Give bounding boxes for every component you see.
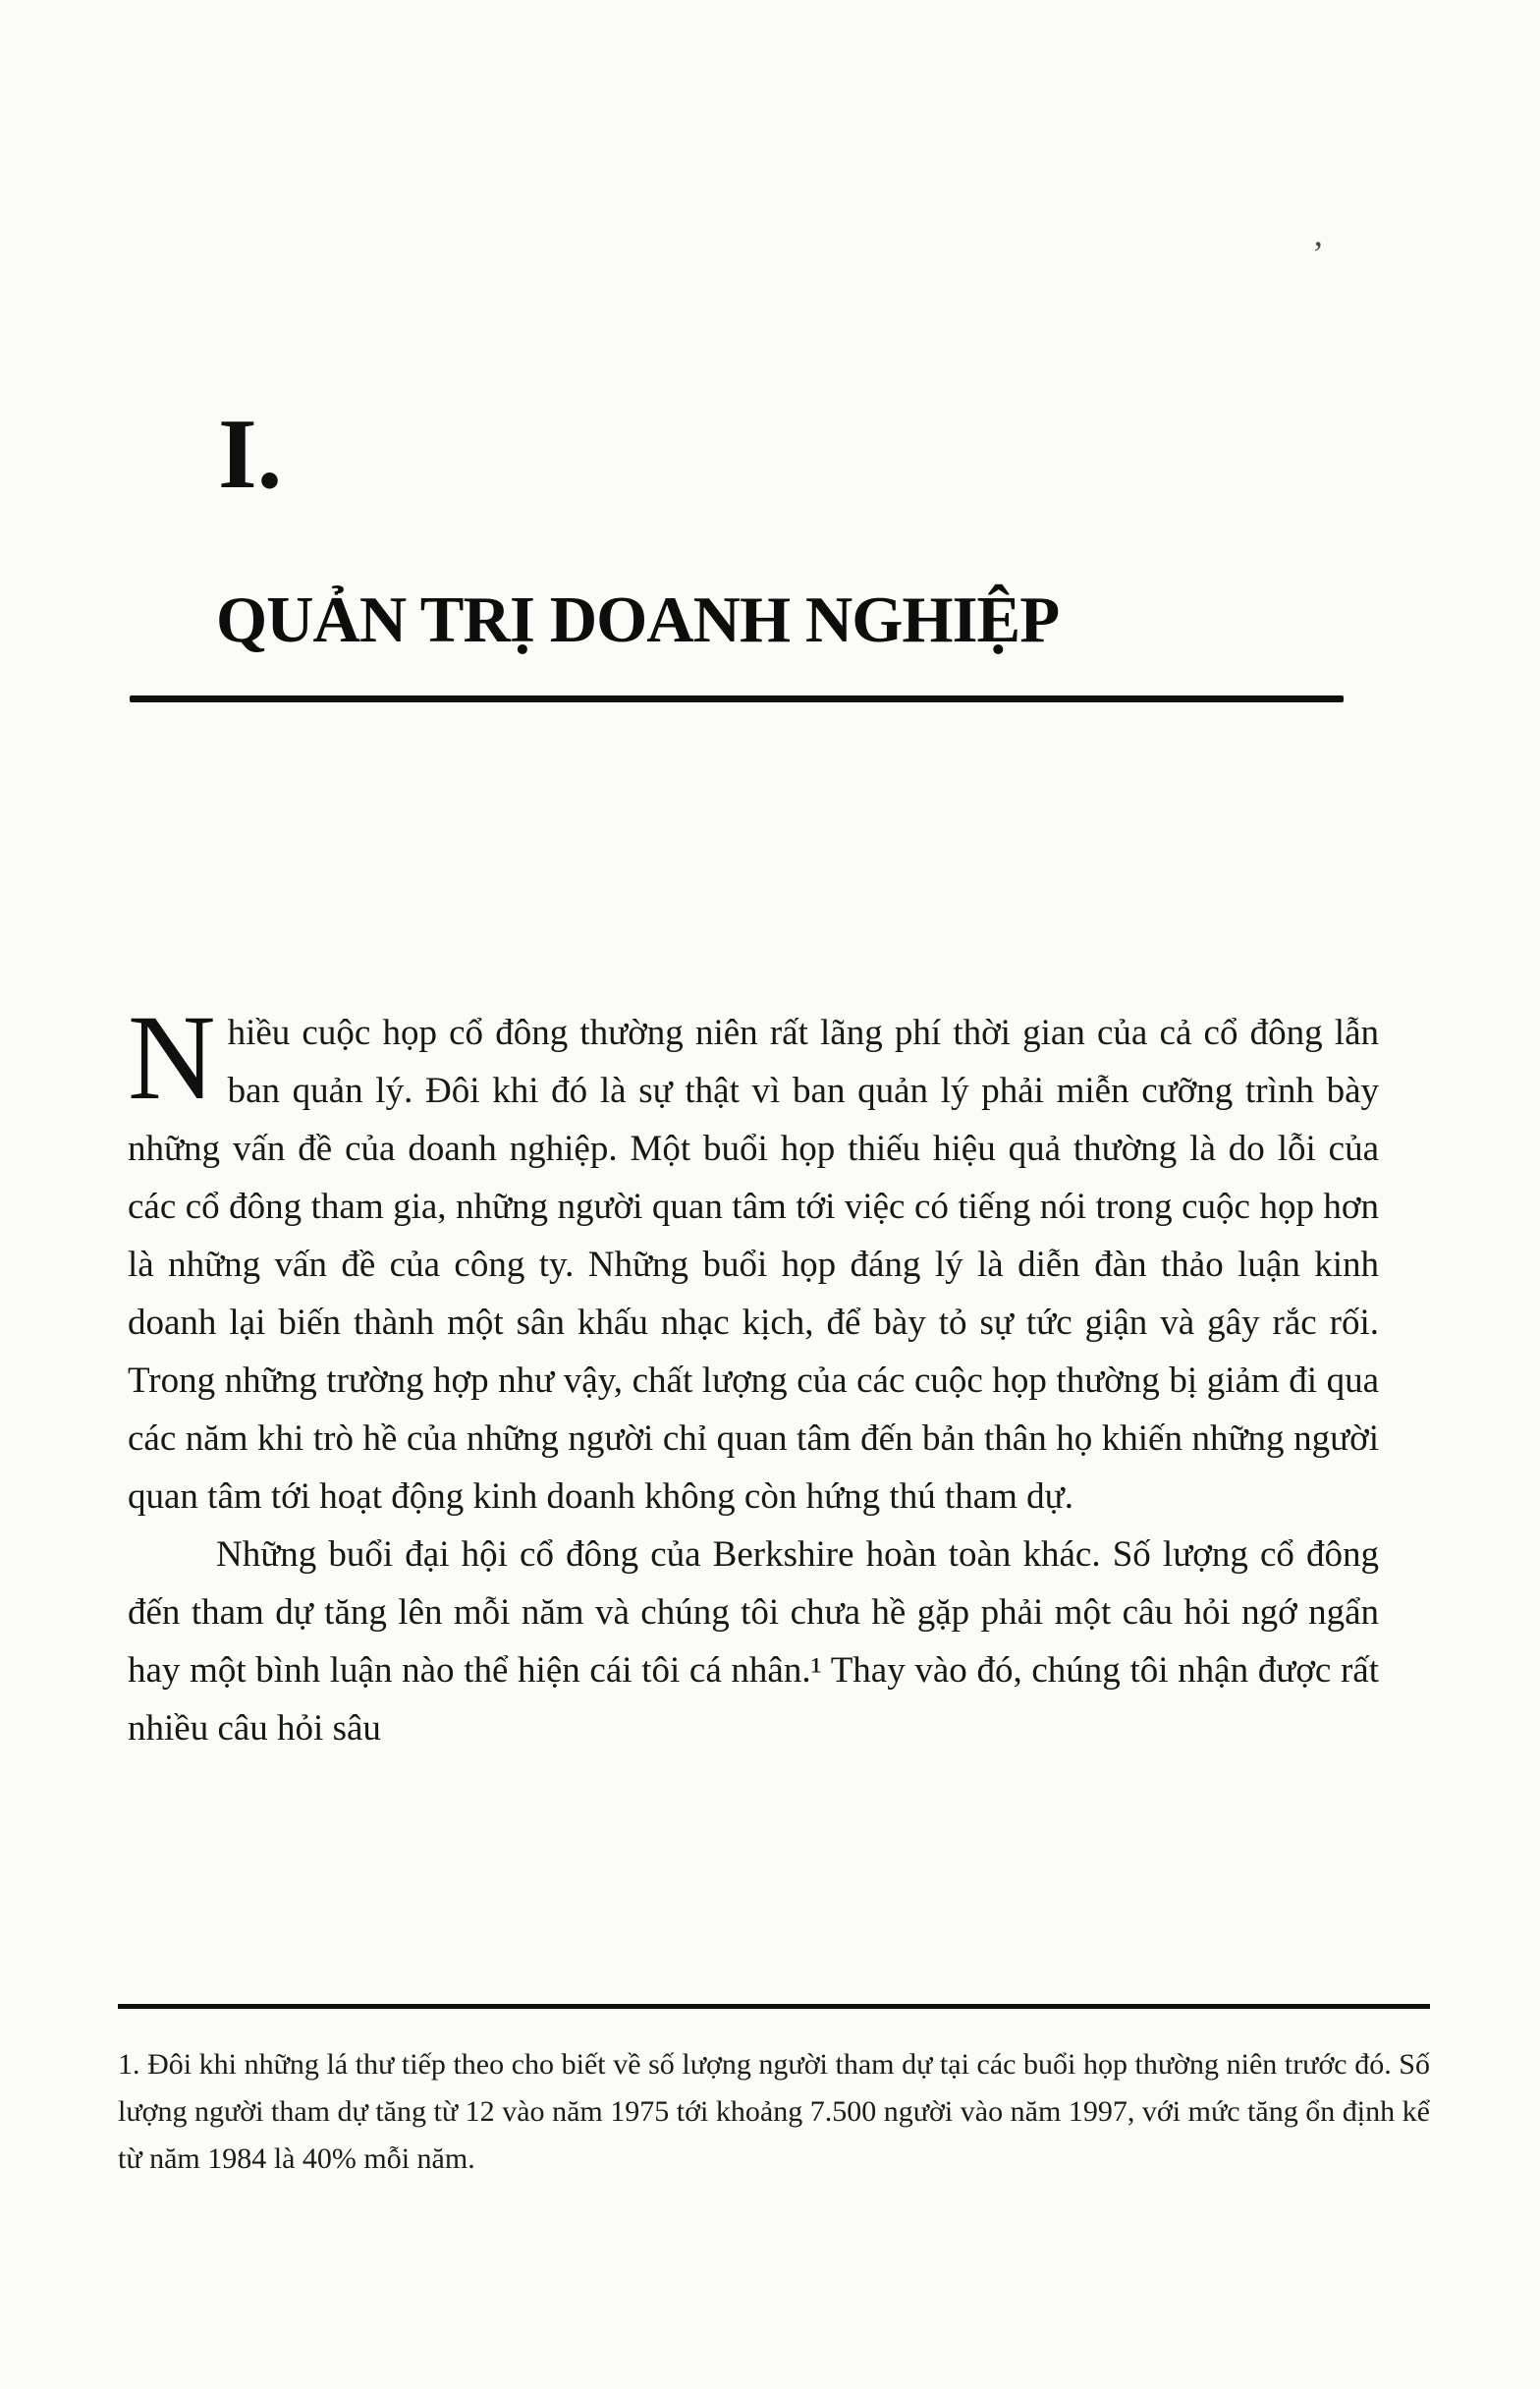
title-underline-rule bbox=[130, 695, 1344, 702]
paragraph-1-text: hiều cuộc họp cổ đông thường niên rất lãng phí thời gian của cả cổ đông lẫn ban quản lý. Đôi khi đó là sự thật vì ban quản lý phải miễn cưỡng trình bày những vấn đề của doanh nghiệp. Một buổi họp thiếu hiệu quả thường là do lỗi của các cổ đông tham gia, những người quan tâm tới việc có tiếng nói trong cuộc họp hơn là những vấn đề của công ty. Những buổi họp đáng lý là diễn đàn thảo luận kinh doanh lại biến thành một sân khấu nhạc kịch, để bày tỏ sự tức giận và gây rắc rối. Trong những trường hợp như vậy, chất lượng của các cuộc họp thường bị giảm đi qua các năm khi trò hề của những người chỉ quan tâm đến bản thân họ khiến những người quan tâm tới hoạt động kinh doanh không còn hứng thú tham dự. bbox=[128, 1013, 1379, 1517]
paragraph-2-text: Những buổi đại hội cổ đông của Berkshire hoàn toàn khác. Số lượng cổ đông đến tham dự tăng lên mỗi năm và chúng tôi chưa hề gặp phải một câu hỏi ngớ ngẩn hay một bình luận nào thể hiện cái tôi cá nhân.¹ Thay vào đó, chúng tôi nhận được rất nhiều câu hỏi sâu bbox=[128, 1534, 1379, 1749]
page-stray-mark: ’ bbox=[1312, 234, 1324, 273]
paragraph-1 bbox=[128, 990, 1379, 1526]
chapter-number: I. bbox=[218, 399, 283, 510]
paragraph-2 bbox=[128, 1526, 1379, 1757]
body-text bbox=[128, 990, 1379, 1757]
chapter-title: QUẢN TRỊ DOANH NGHIỆP bbox=[216, 583, 1060, 656]
footnote-text: 1. Đôi khi những lá thư tiếp theo cho biết về số lượng người tham dự tại các buổi họp thường niên trước đó. Số lượng người tham dự tăng từ 12 vào năm 1975 tới khoảng 7.500 người vào năm 1997, với mức tăng ổn định kể từ năm 1984 là 40% mỗi năm. bbox=[118, 2048, 1430, 2175]
drop-cap: N bbox=[128, 990, 216, 1125]
footnote-separator-rule bbox=[118, 2004, 1430, 2009]
